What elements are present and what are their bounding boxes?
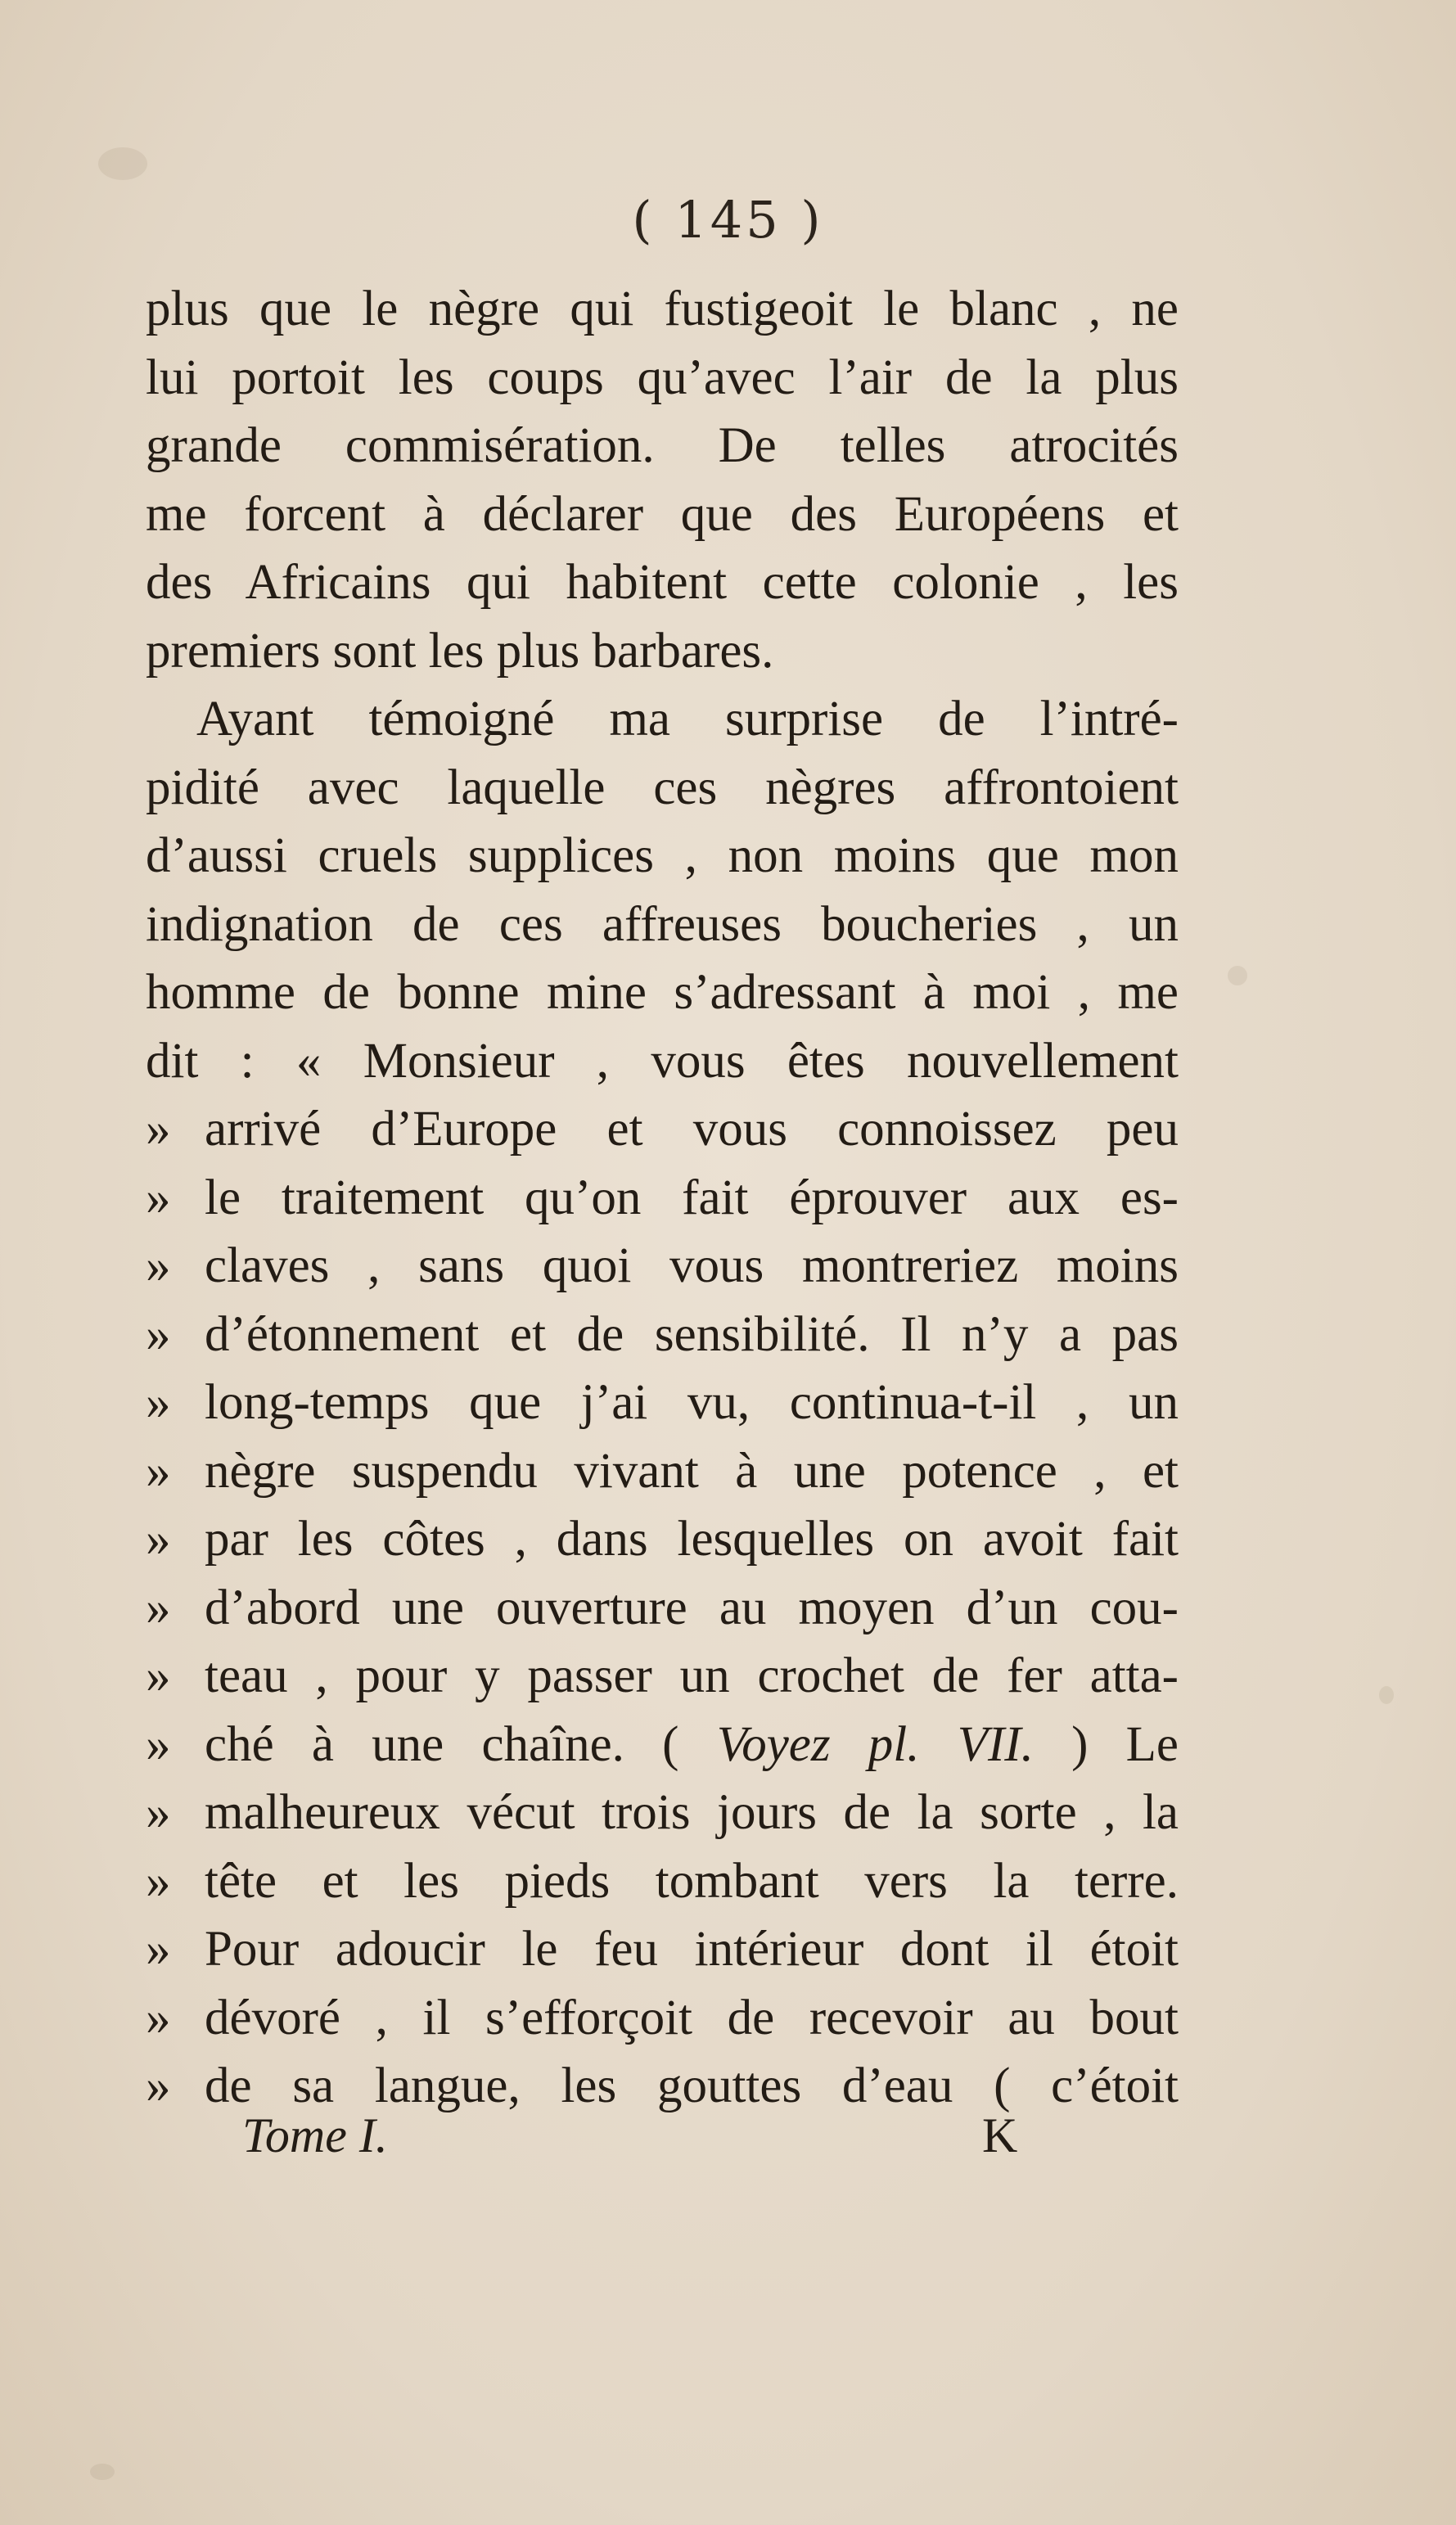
quote-text: tête et les pieds tombant vers la terre. — [205, 1853, 1179, 1909]
quote-mark: » — [146, 2058, 171, 2113]
text-line: dit : « Monsieur , vous êtes nouvellement — [146, 1033, 1179, 1089]
signature-mark: K — [982, 2108, 1018, 2162]
quote-text: par les côtes , dans lesquelles on avoit fait — [205, 1512, 1179, 1567]
quote-mark: » — [146, 1922, 171, 1977]
quote-mark: » — [146, 1990, 171, 2045]
text-line: plus que le nègre qui fustigeoit le blanc , ne — [146, 282, 1179, 336]
text-line: lui portoit les coups qu’avec l’air de la plus — [146, 349, 1179, 405]
quote-line — [146, 1301, 1179, 1369]
quote-text: long-temps que j’ai vu, continua-t-il , un — [205, 1375, 1179, 1430]
quote-text: malheureux vécut trois jours de la sorte , la — [205, 1785, 1179, 1840]
quote-text: d’étonnement et de sensibilité. Il n’y a pas — [205, 1306, 1179, 1362]
paper-stain — [98, 147, 147, 180]
text-line: d’aussi cruels supplices , non moins que mon — [146, 828, 1179, 883]
quote-text: arrivé d’Europe et vous connoissez peu — [205, 1102, 1179, 1157]
quote-line — [146, 1505, 1179, 1574]
quote-mark: » — [146, 1102, 171, 1157]
page-footer — [0, 2108, 1456, 2173]
quote-text: d’abord une ouverture au moyen d’un cou- — [205, 1580, 1179, 1635]
quote-line — [146, 1847, 1179, 1916]
quote-line — [146, 1437, 1179, 1506]
quote-line — [146, 1095, 1179, 1164]
quote-mark: » — [146, 1375, 171, 1430]
quote-line — [146, 1984, 1179, 2053]
paper-stain — [90, 2464, 115, 2480]
quote-text: dévoré , il s’efforçoit de recevoir au bout — [205, 1990, 1179, 2045]
quote-mark: » — [146, 1648, 171, 1703]
quote-text: le traitement qu’on fait éprouver aux es- — [205, 1170, 1179, 1225]
quote-text-with-reference — [205, 1711, 1179, 1779]
quote-line — [146, 1711, 1179, 1779]
text-line: grande commisération. De telles atrocités — [146, 418, 1179, 473]
quote-line — [146, 1915, 1179, 1984]
quote-text-part: ché à une chaîne. ( — [205, 1716, 717, 1772]
quote-line — [146, 1574, 1179, 1643]
text-line: Ayant témoigné ma surprise de l’intré- — [196, 692, 1179, 746]
quote-text: Pour adoucir le feu intérieur dont il étoit — [205, 1922, 1179, 1977]
quote-mark: » — [146, 1716, 171, 1772]
quote-line — [146, 1368, 1179, 1437]
text-line: premiers sont les plus barbares. — [146, 623, 774, 679]
quote-line — [146, 1642, 1179, 1711]
body-text — [146, 275, 1179, 2121]
text-line: homme de bonne mine s’adressant à moi , me — [146, 965, 1179, 1020]
text-line: indignation de ces affreuses boucheries , un — [146, 896, 1179, 952]
quote-mark: » — [146, 1238, 171, 1293]
plate-reference: Voyez pl. VII. — [716, 1716, 1034, 1772]
quote-line — [146, 1779, 1179, 1847]
volume-label: Tome I. — [242, 2108, 388, 2162]
quote-text-part: ) Le — [1033, 1716, 1179, 1772]
quote-mark: » — [146, 1785, 171, 1840]
quote-text: teau , pour y passer un crochet de fer atta- — [205, 1648, 1179, 1703]
quote-mark: » — [146, 1443, 171, 1499]
paper-stain — [1379, 1686, 1394, 1704]
page-number: ( 145 ) — [632, 190, 824, 250]
quote-mark: » — [146, 1580, 171, 1635]
text-line: des Africains qui habitent cette colonie , les — [146, 555, 1179, 610]
paper-stain — [1228, 966, 1247, 985]
quote-mark: » — [146, 1512, 171, 1567]
quote-mark: » — [146, 1170, 171, 1225]
quote-text: nègre suspendu vivant à une potence , et — [205, 1443, 1179, 1499]
quote-mark: » — [146, 1853, 171, 1909]
quote-line — [146, 1164, 1179, 1233]
quote-text: claves , sans quoi vous montreriez moins — [205, 1238, 1179, 1293]
text-line: pidité avec laquelle ces nègres affrontoient — [146, 760, 1179, 815]
quote-line — [146, 1232, 1179, 1301]
quote-text: de sa langue, les gouttes d’eau ( c’étoit — [205, 2058, 1179, 2113]
text-line: me forcent à déclarer que des Européens et — [146, 486, 1179, 542]
quote-mark: » — [146, 1306, 171, 1362]
